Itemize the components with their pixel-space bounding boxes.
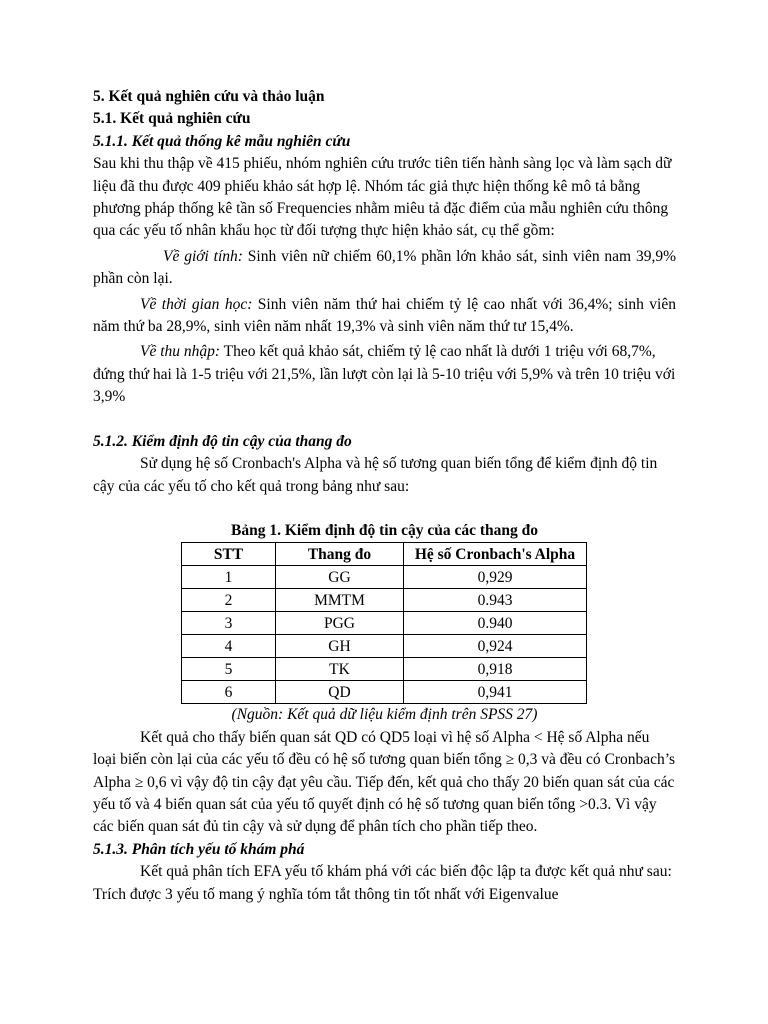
table-cell-alpha: 0,918 (404, 658, 587, 681)
gender-text: Sinh viên nữ chiếm 60,1% phần lớn khảo sát, sinh viên nam 39,9% phần còn lại. (93, 247, 676, 288)
table-row (182, 589, 587, 612)
table-cell-alpha: 0.940 (404, 612, 587, 635)
study-time-paragraph (93, 294, 676, 339)
column-header-alpha: Hệ số Cronbach's Alpha (404, 543, 587, 566)
income-text: Theo kết quả khảo sát, chiếm tỷ lệ cao nhất là dưới 1 triệu với 68,7%, đứng thứ hai là 1-5 triệu với 21,5%, lần lượt còn lại là 5-10 triệu với 5,9% và trên 10 triệu với 3,9% (93, 343, 676, 406)
gender-paragraph (93, 246, 676, 291)
table-cell-alpha: 0,929 (404, 566, 587, 589)
table-row (182, 681, 587, 704)
column-header-stt: STT (182, 543, 276, 566)
cronbach-paragraph: Sử dụng hệ số Cronbach's Alpha và hệ số tương quan biến tổng để kiểm định độ tin cậy của các yếu tố cho kết quả trong bảng như sau: (93, 455, 658, 495)
table-row (182, 635, 587, 658)
table-cell-stt: 2 (182, 589, 276, 612)
income-label: Về thu nhập: (140, 343, 221, 361)
study-time-text: Sinh viên năm thứ hai chiếm tỷ lệ cao nhất với 36,4%; sinh viên năm thứ ba 28,9%, sinh viên năm nhất 19,3% và sinh viên năm thứ tư 15,4%. (93, 295, 676, 336)
table-cell-stt: 5 (182, 658, 276, 681)
table-cell-scale: QD (276, 681, 404, 704)
table-cell-scale: MMTM (276, 589, 404, 612)
table-cell-stt: 3 (182, 612, 276, 635)
efa-paragraph: Kết quả phân tích EFA yếu tố khám phá với các biến độc lập ta được kết quả như sau: Trích được 3 yếu tố mang ý nghĩa tóm tắt thông tin tốt nhất với Eigenvalue (93, 863, 672, 903)
table-row (182, 566, 587, 589)
table-row (182, 658, 587, 681)
document-body (93, 86, 676, 906)
reliability-table (181, 542, 587, 704)
table-source-note: (Nguồn: Kết quả dữ liệu kiểm định trên SPSS 27) (231, 706, 538, 724)
income-paragraph (93, 341, 676, 408)
section-heading-5-1-3: 5.1.3. Phân tích yếu tố khám phá (93, 840, 305, 858)
section-heading-5-1-1: 5.1.1. Kết quả thống kê mẫu nghiên cứu (93, 132, 351, 150)
study-time-label: Về thời gian học: (140, 295, 253, 313)
section-heading-5-1-2: 5.1.2. Kiểm định độ tin cậy của thang đo (93, 432, 352, 450)
table-header-row (182, 543, 587, 566)
intro-paragraph: Sau khi thu thập về 415 phiếu, nhóm nghiên cứu trước tiên tiến hành sàng lọc và làm sạch dữ liệu đã thu được 409 phiếu khảo sát hợp lệ. Nhóm tác giả thực hiện thống kê mô tả bằng phương pháp thống kê tần số Frequencies nhằm miêu tả đặc điểm của mẫu nghiên cứu thông qua các yếu tố nhân khẩu học từ đối tượng thực hiện khảo sát, cụ thể gồm: (93, 155, 672, 240)
section-heading-5: 5. Kết quả nghiên cứu và thảo luận (93, 88, 325, 105)
table-cell-stt: 1 (182, 566, 276, 589)
result-paragraph: Kết quả cho thấy biến quan sát QD có QD5 loại vì hệ số Alpha < Hệ số Alpha nếu loại biến còn lại của các yếu tố đều có hệ số tương quan biến tổng ≥ 0,3 và đều có Cronbach’s Alpha ≥ 0,6 vì vậy độ tin cậy đạt yêu cầu. Tiếp đến, kết quả cho thấy 20 biến quan sát của các yếu tố và 4 biến quan sát của yếu tố quyết định có hệ số tương quan biến tổng >0.3. Vì vậy các biến quan sát đủ tin cậy và sử dụng để phân tích cho phần tiếp theo. (93, 728, 676, 836)
table-row (182, 612, 587, 635)
table-cell-alpha: 0,924 (404, 635, 587, 658)
table-cell-scale: GG (276, 566, 404, 589)
table-cell-stt: 6 (182, 681, 276, 704)
table-title: Bảng 1. Kiểm định độ tin cậy của các thang đo (230, 521, 539, 539)
section-heading-5-1: 5.1. Kết quả nghiên cứu (93, 110, 251, 128)
gender-label: Về giới tính: (163, 247, 243, 265)
table-cell-alpha: 0,941 (404, 681, 587, 704)
column-header-scale: Thang đo (276, 543, 404, 566)
table-cell-scale: TK (276, 658, 404, 681)
table-cell-scale: GH (276, 635, 404, 658)
table-cell-stt: 4 (182, 635, 276, 658)
table-cell-alpha: 0.943 (404, 589, 587, 612)
table-cell-scale: PGG (276, 612, 404, 635)
